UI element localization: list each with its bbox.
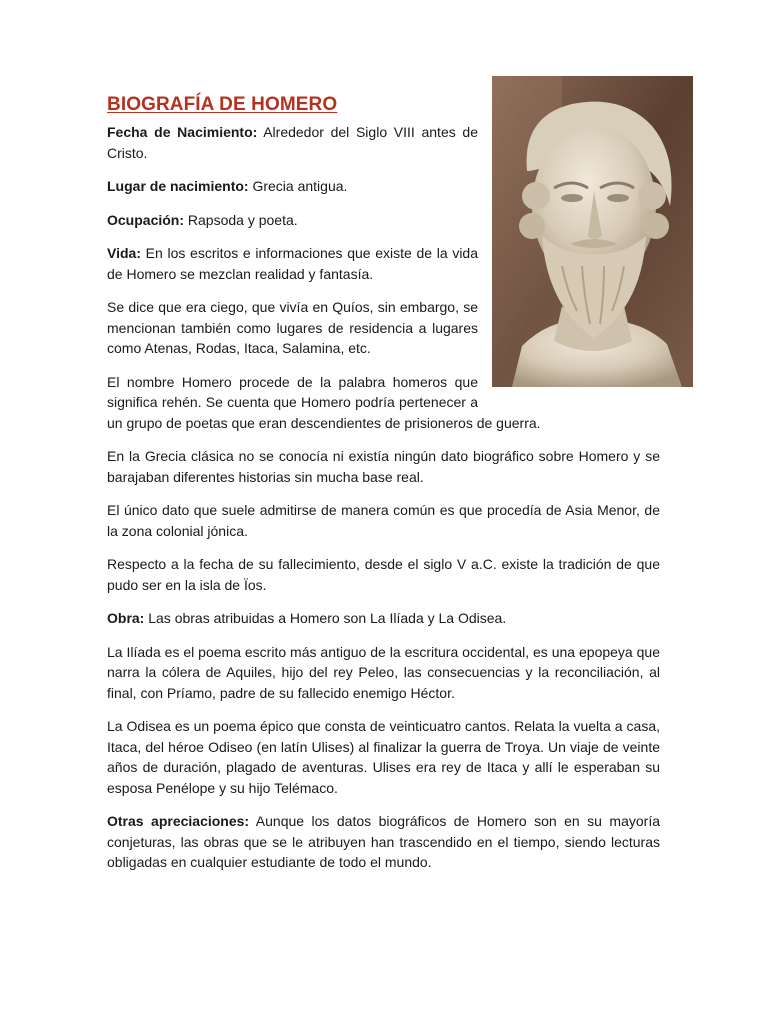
classical-greece-paragraph: En la Grecia clásica no se conocía ni existía ningún dato biográfico sobre Homero y se barajaban diferentes historias sin mucha base real. xyxy=(107,448,660,485)
works-paragraph xyxy=(107,608,660,629)
life-label: Vida: xyxy=(107,245,141,261)
birth-place-text: Grecia antigua. xyxy=(248,178,348,194)
works-label: Obra: xyxy=(107,610,145,626)
occupation-label: Ocupación: xyxy=(107,211,185,228)
birth-place-label: Lugar de nacimiento: xyxy=(107,178,249,194)
life-text: En los escritos e informaciones que existe de la vida de Homero se mezclan realidad y fantasía. xyxy=(107,245,478,282)
name-origin-paragraph: El nombre Homero procede de la palabra homeros que significa rehén. Se cuenta que Homero podría pertenecer a un grupo de poetas que eran descendientes de prisioneros de guerra. xyxy=(107,373,541,431)
other-notes-text: Aunque los datos biográficos de Homero son en su mayoría conjeturas, las obras que se le atribuyen han trascendido en el tiempo, siendo lecturas obligadas en cualquier estudiante de todo el mundo. xyxy=(107,813,660,870)
page-title: BIOGRAFÍA DE HOMERO xyxy=(107,94,338,115)
death-paragraph: Respecto a la fecha de su fallecimiento, desde el siglo V a.C. existe la tradición de que pudo ser en la isla de Ïos. xyxy=(107,556,660,593)
homer-bust-image xyxy=(492,76,693,387)
birth-date-label: Fecha de Nacimiento: xyxy=(107,124,258,140)
birth-date-text: Alrededor del Siglo VIII antes de Cristo. xyxy=(107,124,478,161)
iliad-paragraph: La Ilíada es el poema escrito más antiguo de la escritura occidental, es una epopeya que narra la cólera de Aquiles, hijo del rey Peleo, las consecuencias y la reconciliación, al final, con Príamo, padre de su fallecido enemigo Héctor. xyxy=(107,643,660,701)
occupation-text: Rapsoda y poeta. xyxy=(184,211,298,228)
blind-paragraph: Se dice que era ciego, que vivía en Quíos, sin embargo, se mencionan también como lugares de residencia a lugares como Atenas, Rodas, Itaca, Salamina, etc. xyxy=(107,299,478,356)
works-text: Las obras atribuidas a Homero son La Ilíada y La Odisea. xyxy=(144,610,507,626)
other-notes-paragraph xyxy=(107,811,660,873)
other-notes-label: Otras apreciaciones: xyxy=(107,813,250,829)
odyssey-paragraph: La Odisea es un poema épico que consta de veinticuatro cantos. Relata la vuelta a casa, Itaca, del héroe Odiseo (en latín Ulises) al finalizar la guerra de Troya. Un viaje de veinte años de duración, plagado de aventuras. Ulises era rey de Itaca y allí le esperaban su esposa Penélope y su hijo Telémaco. xyxy=(107,718,660,796)
origin-paragraph: El único dato que suele admitirse de manera común es que procedía de Asia Menor, de la zona colonial jónica. xyxy=(107,502,660,539)
